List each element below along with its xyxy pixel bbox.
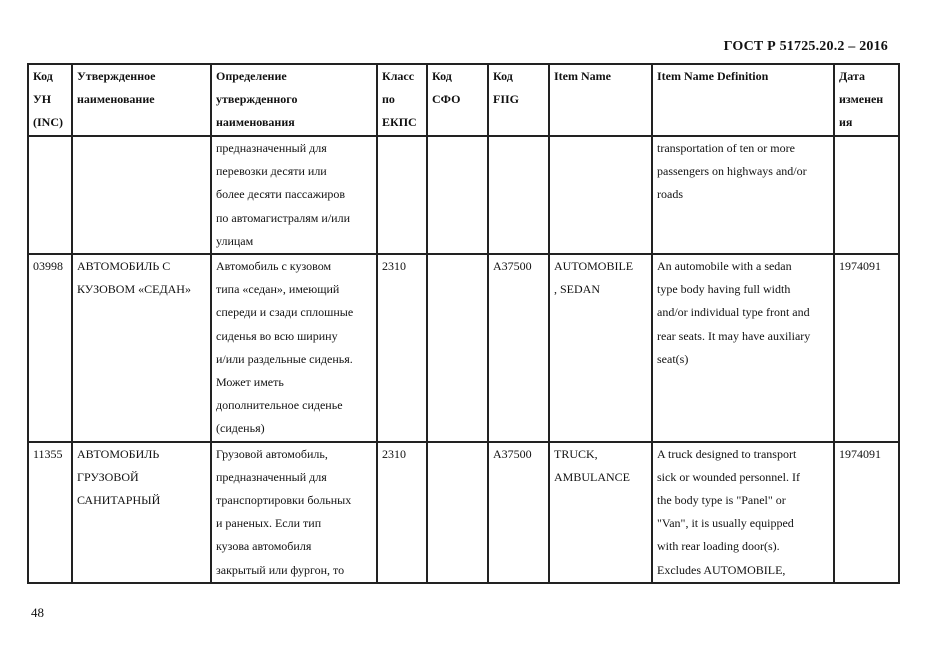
cell-approved-name: АВТОМОБИЛЬ ГРУЗОВОЙ САНИТАРНЫЙ: [72, 442, 211, 583]
cell-ekps-class: 2310: [377, 254, 427, 442]
cell-approved-name: [72, 136, 211, 254]
col-header-approved-name: Утвержденное наименование: [72, 64, 211, 136]
cell-change-date: [834, 136, 899, 254]
document-code: ГОСТ Р 51725.20.2 – 2016: [723, 39, 888, 54]
cell-item-name-definition: An automobile with a sedan type body having full width and/or individual type front and rear seats. It may have auxiliary seat(s): [652, 254, 834, 442]
table-row: [28, 442, 899, 583]
cell-fiig-code: A37500: [488, 254, 549, 442]
cell-definition: Грузовой автомобиль, предназначенный для транспортировки больных и раненых. Если тип кузова автомобиля закрытый или фургон, то: [211, 442, 377, 583]
cell-item-name-definition: transportation of ten or more passengers on highways and/or roads: [652, 136, 834, 254]
col-header-inc-code: Код УН (INC): [28, 64, 72, 136]
cell-sfo-code: [427, 442, 488, 583]
cell-sfo-code: [427, 254, 488, 442]
col-header-fiig-code: Код FIIG: [488, 64, 549, 136]
catalog-table: [27, 63, 900, 584]
table-row: [28, 136, 899, 254]
cell-item-name: TRUCK, AMBULANCE: [549, 442, 652, 583]
cell-item-name-definition: A truck designed to transport sick or wounded personnel. If the body type is "Panel" or "Van", it is usually equipped with rear loading door(s). Excludes AUTOMOBILE,: [652, 442, 834, 583]
cell-item-name: AUTOMOBILE , SEDAN: [549, 254, 652, 442]
cell-definition: предназначенный для перевозки десяти или более десяти пассажиров по автомагистралям и/или улицам: [211, 136, 377, 254]
col-header-ekps-class: Класс по ЕКПС: [377, 64, 427, 136]
cell-ekps-class: 2310: [377, 442, 427, 583]
table-header-row: [28, 64, 899, 136]
table-row: [28, 254, 899, 442]
cell-fiig-code: A37500: [488, 442, 549, 583]
col-header-definition: Определение утвержденного наименования: [211, 64, 377, 136]
cell-definition: Автомобиль с кузовом типа «седан», имеющий спереди и сзади сплошные сиденья во всю ширину и/или раздельные сиденья. Может иметь дополнительное сиденье (сиденья): [211, 254, 377, 442]
cell-sfo-code: [427, 136, 488, 254]
cell-fiig-code: [488, 136, 549, 254]
cell-approved-name: АВТОМОБИЛЬ С КУЗОВОМ «СЕДАН»: [72, 254, 211, 442]
cell-item-name: [549, 136, 652, 254]
cell-inc-code: 11355: [28, 442, 72, 583]
col-header-item-name-definition: Item Name Definition: [652, 64, 834, 136]
cell-change-date: 1974091: [834, 254, 899, 442]
col-header-change-date: Дата изменен ия: [834, 64, 899, 136]
page-number: 48: [31, 605, 44, 620]
cell-inc-code: [28, 136, 72, 254]
col-header-item-name: Item Name: [549, 64, 652, 136]
col-header-sfo-code: Код СФО: [427, 64, 488, 136]
cell-inc-code: 03998: [28, 254, 72, 442]
cell-ekps-class: [377, 136, 427, 254]
cell-change-date: 1974091: [834, 442, 899, 583]
